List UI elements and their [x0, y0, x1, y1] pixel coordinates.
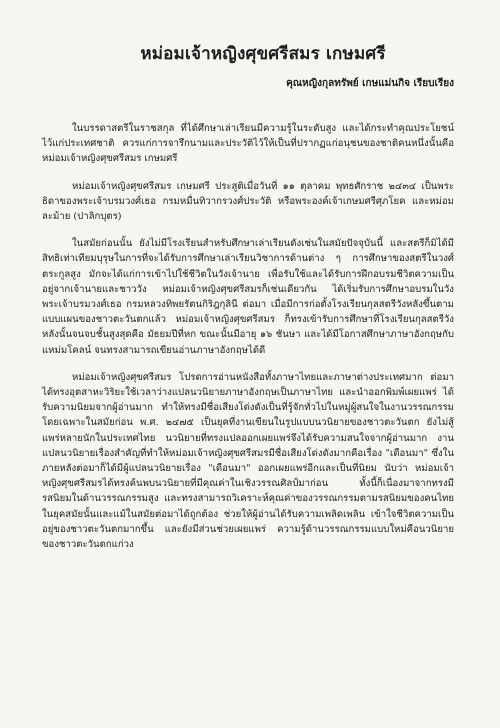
paragraph-education: ในสมัยก่อนนั้น ยังไม่มีโรงเรียนสำหรับศึกษาเล่าเรียนดังเช่นในสมัยปัจจุบันนี้ และสตรีก็มิได้มีสิทธิเท่าเทียมบุรุษในการที่จะได้รับการศึกษาเล่าเรียนวิชาการด้านต่าง ๆ การศึกษาของสตรีในวงศ์ตระกูลสูง มักจะได้แก่การเข้าไปใช้ชีวิตในวังเจ้านาย เพื่อรับใช้และได้รับการฝึกอบรมชีวิตความเป็นอยู่จากเจ้านายและชาววัง หม่อมเจ้าหญิงศุขศรีสมรก็เช่นเดียวกัน ได้เริ่มรับการศึกษาอบรมในวังพระเจ้าบรมวงศ์เธอ กรมหลวงทิพยรัตนกิริฎกุลินี ต่อมา เมื่อมีการก่อตั้งโรงเรียนกุลสตรีวังหลังขึ้นตามแบบแผนของชาวตะวันตกแล้ว หม่อมเจ้าหญิงศุขศรีสมร ก็ทรงเข้ารับการศึกษาที่โรงเรียนกุลสตรีวังหลังนั้นจนจบชั้นสูงสุดคือ มัธยมปีที่หก ขณะนั้นมีอายุ ๑๖ ชันษา และได้มีโอกาสศึกษาภาษาอังกฤษกับแหม่มโคลน์ จนทรงสามารถเขียนอ่านภาษาอังกฤษได้ดี — [42, 238, 454, 356]
paragraph-intro: ในบรรดาสตรีในราชสกุล ที่ได้ศึกษาเล่าเรียนมีความรู้ในระดับสูง และได้กระทำคุณประโยชน์ไว้แก่ประเทศชาติ ควรแก่การจารึกนามและประวัติไว้ให้เป็นที่ปรากฏแก่อนุชนของชาติคนหนึ่งนั้นคือ หม่อมเจ้าหญิงศุขศรีสมร เกษมศรี — [42, 123, 454, 165]
page-title: หม่อมเจ้าหญิงศุขศรีสมร เกษมศรี — [140, 44, 386, 64]
paragraph-birth: หม่อมเจ้าหญิงศุขศรีสมร เกษมศรี ประสูติเมื่อวันที่ ๑๑ ตุลาคม พุทธศักราช ๒๔๓๔ เป็นพระธิดาของพระเจ้าบรมวงศ์เธอ กรมหมื่นทิวากรวงศ์ประวัติ หรือพระองค์เจ้าเกษมศรีศุภโยค และหม่อมละม้าย (ปาลิกบุตร) — [42, 180, 454, 223]
paragraph-literary-work: หม่อมเจ้าหญิงศุขศรีสมร โปรดการอ่านหนังสือทั้งภาษาไทยและภาษาต่างประเทศมาก ต่อมาได้ทรงอุตสาหะวิริยะใช้เวลาว่างแปลนวนิยายภาษาอังกฤษเป็นภาษาไทย และนำออกพิมพ์เผยแพร่ ได้รับความนิยมจากผู้อ่านมาก ทำให้ทรงมีชื่อเสียงโด่งดังเป็นที่รู้จักทั่วไปในหมู่ผู้สนใจในงานวรรณกรรม โดยเฉพาะในสมัยก่อน พ.ศ. ๒๔๗๕ เป็นยุคที่งานเขียนในรูปแบบนวนิยายของชาวตะวันตก ยังไม่สู้แพร่หลายนักในประเทศไทย นวนิยายที่ทรงแปลออกเผยแพร่จึงได้รับความสนใจจากผู้อ่านมาก งานแปลนวนิยายเรื่องสำคัญที่ทำให้หม่อมเจ้าหญิงศุขศรีสมรมีชื่อเสียงโด่งดังมากคือเรื่อง "เดือนมา" ซึ่งในภายหลังต่อมาก็ได้มีผู้แปลนวนิยายเรื่อง "เดือนมา" ออกเผยแพร่อีกและเป็นที่นิยม นับว่า หม่อมเจ้าหญิงศุขศรีสมรได้ทรงค้นพบนวนิยายที่มีคุณค่าในเชิงวรรณศิลป์มาก่อน ทั้งนี้ก็เนื่องมาจากทรงมีรสนิยมในด้านวรรณกรรมสูง และทรงสามารถวิเคราะห์คุณค่าของวรรณกรรมตามรสนิยมของคนไทย ในยุคสมัยนั้นและแม้ในสมัยต่อมาได้ถูกต้อง ช่วยให้ผู้อ่านได้รับความเพลิดเพลิน เข้าใจชีวิตความเป็นอยู่ของชาวตะวันตกมากขึ้น และยังมีส่วนช่วยเผยแพร่ ความรู้ด้านวรรณกรรมแบบใหม่คือนวนิยายของชาวตะวันตกแก่วง — [42, 371, 454, 551]
author-line: คุณหญิงกุลทรัพย์ เกษแม่นกิจ เรียบเรียง — [286, 78, 454, 89]
